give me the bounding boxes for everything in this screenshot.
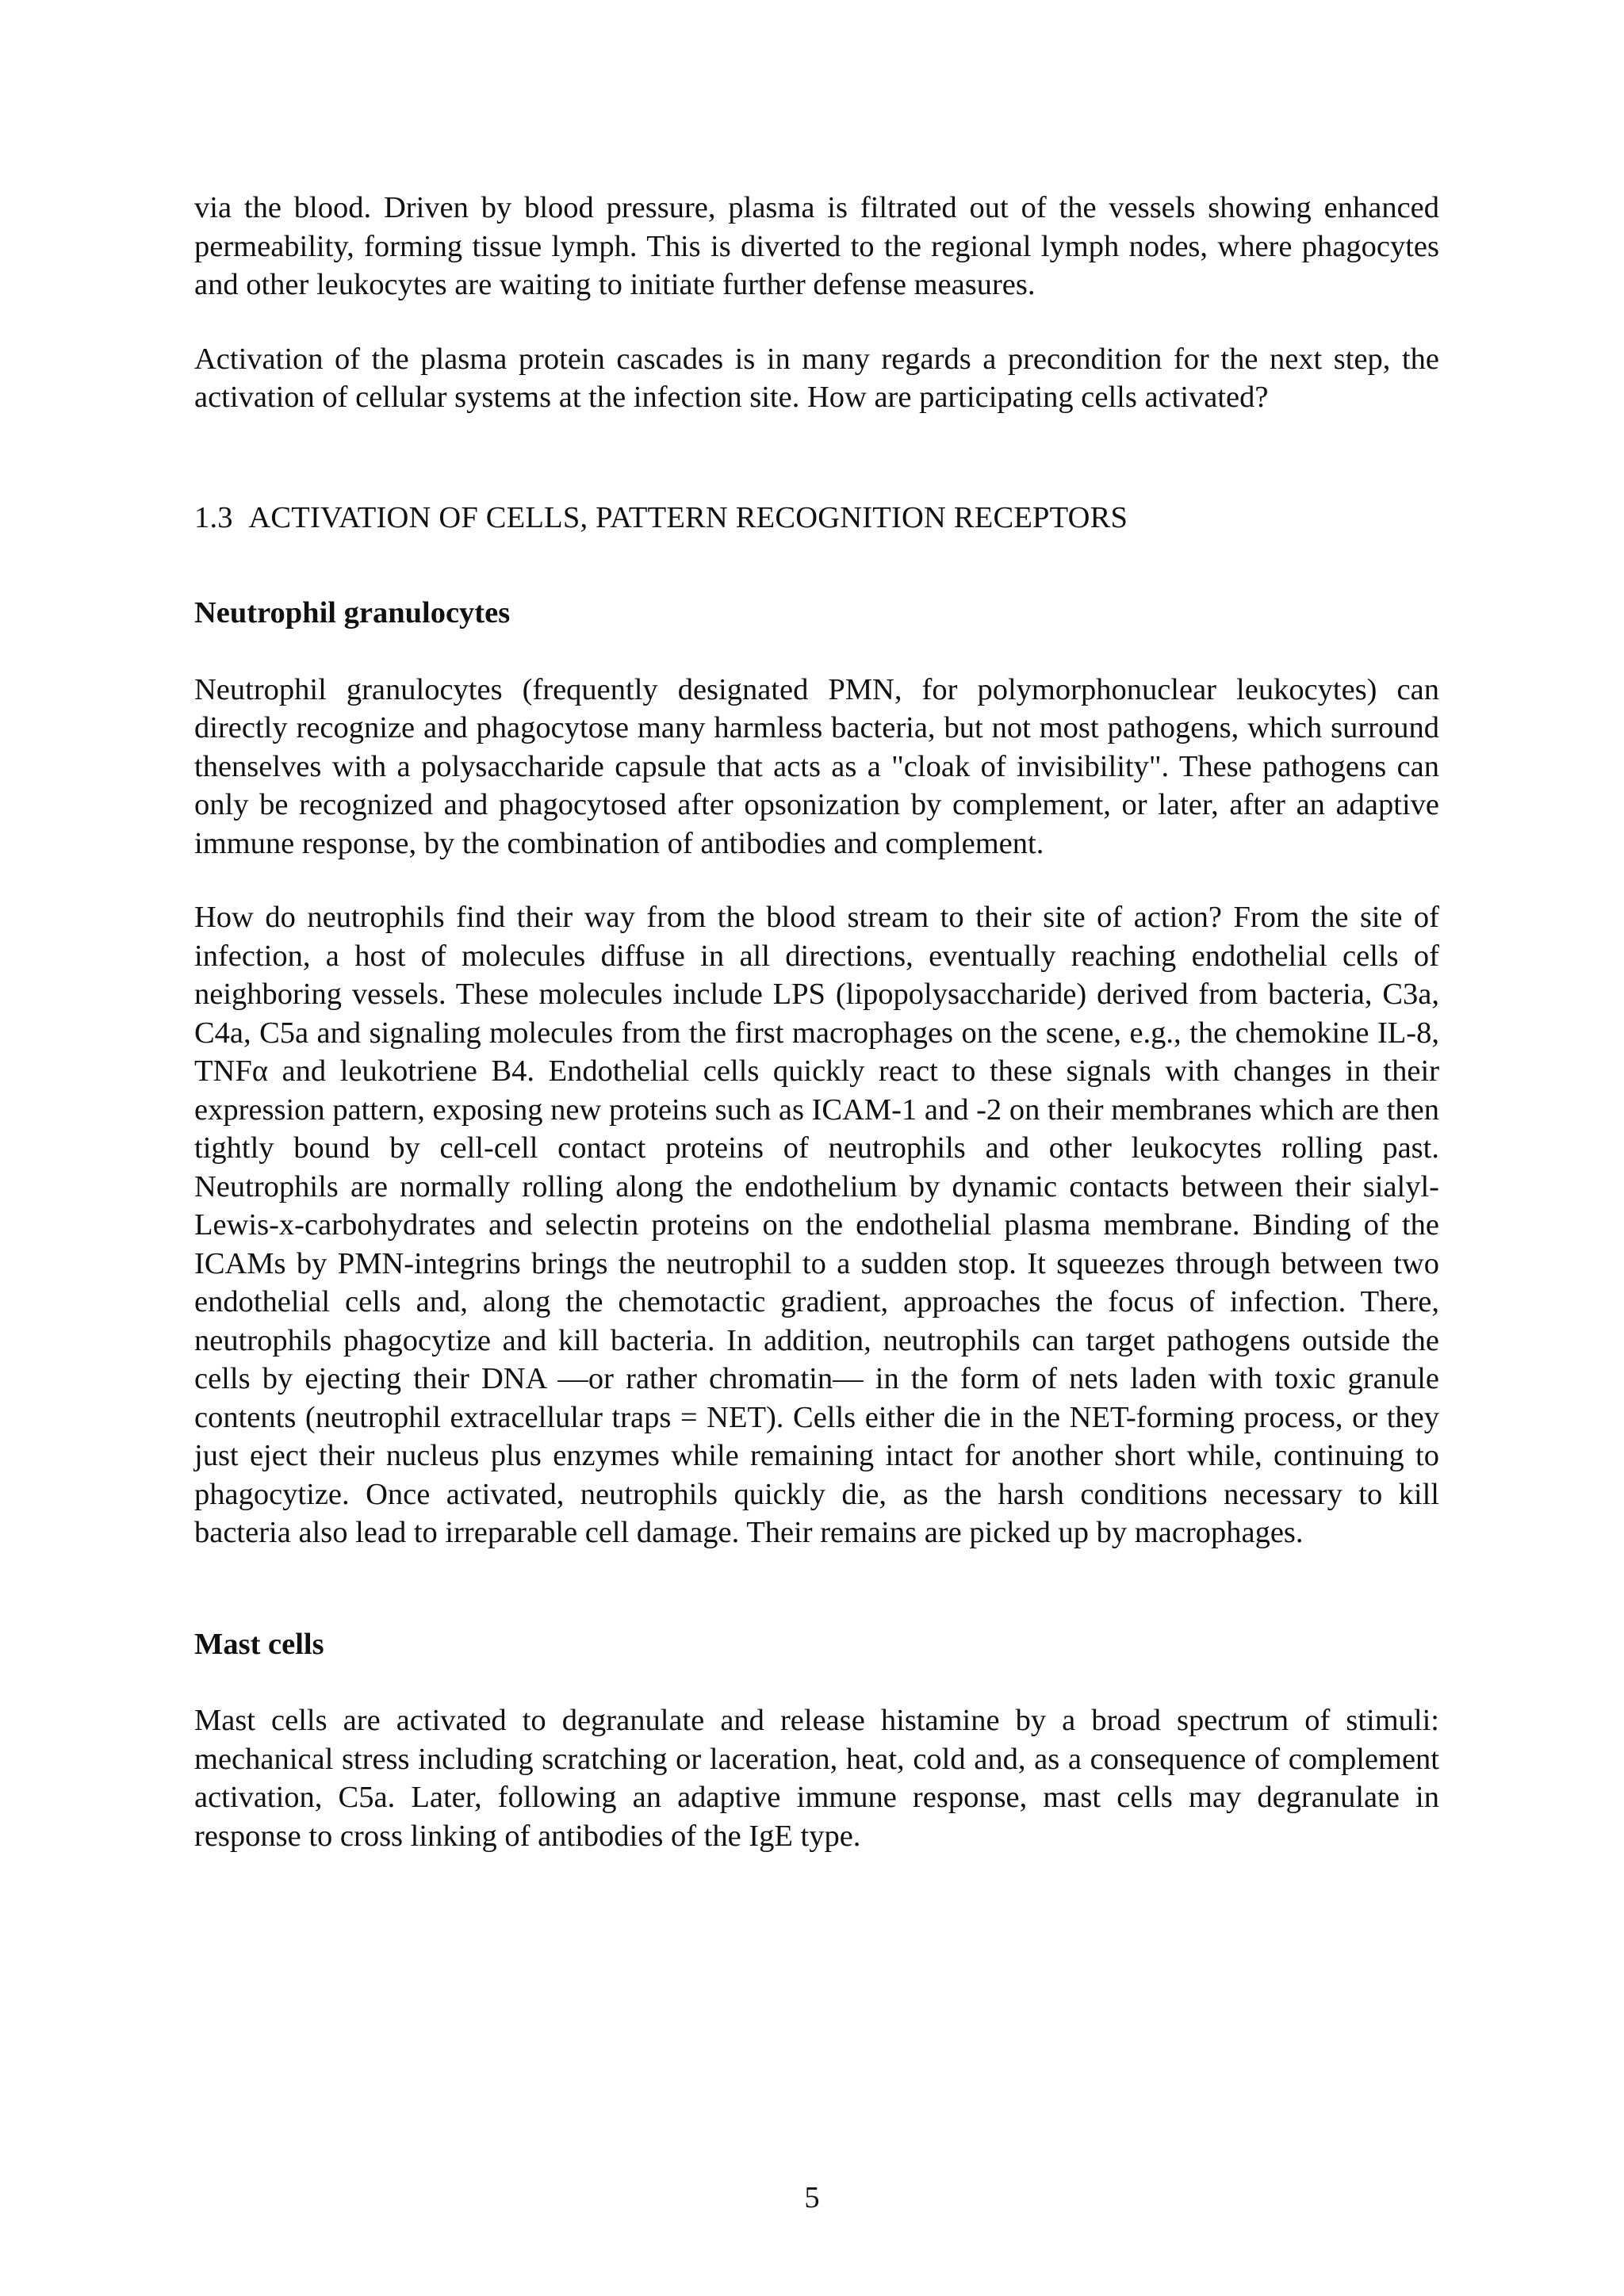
page-number: 5 bbox=[804, 2181, 820, 2214]
neutrophil-paragraph-2: How do neutrophils find their way from the blood stream to their site of action? From the site of infection, a host of molecules diffuse in all directions, eventually reaching endothelial cells of neighboring vessels. These molecules include LPS (lipopolysaccharide) derived from bacteria, C3a, C4a, C5a and signaling molecules from the first macrophages on the scene, e.g., the chemokine IL-8, TNFα and leukotriene B4. Endothelial cells quickly react to these signals with changes in their expression pattern, exposing new proteins such as ICAM-1 and -2 on their membranes which are then tightly bound by cell-cell contact proteins of neutrophils and other leukocytes rolling past. Neutrophils are normally rolling along the endothelium by dynamic contacts between their sialyl-Lewis-x-carbohydrates and selectin proteins on the endothelial plasma membrane. Binding of the ICAMs by PMN-integrins brings the neutrophil to a sudden stop. It squeezes through between two endothelial cells and, along the chemotactic gradient, approaches the focus of infection. There, neutrophils phagocytize and kill bacteria. In addition, neutrophils can target pathogens outside the cells by ejecting their DNA —or rather chromatin— in the form of nets laden with toxic granule contents (neutrophil extracellular traps = NET). Cells either die in the NET-forming process, or they just eject their nucleus plus enzymes while remaining intact for another short while, continuing to phagocytize. Once activated, neutrophils quickly die, as the harsh conditions necessary to kill bacteria also lead to irreparable cell damage. Their remains are picked up by macrophages. bbox=[194, 901, 1439, 1549]
mast-cells-paragraph: Mast cells are activated to degranulate and release histamine by a broad spectrum of stimuli: mechanical stress including scratching or laceration, heat, cold and, as a consequence of complement activation, C5a. Later, following an adaptive immune response, mast cells may degranulate in response to cross linking of antibodies of the IgE type. bbox=[194, 1704, 1439, 1853]
section-number: 1.3 bbox=[194, 500, 233, 534]
neutrophil-heading: Neutrophil granulocytes bbox=[194, 596, 511, 629]
page-body bbox=[194, 189, 1439, 1855]
intro-paragraph-1: via the blood. Driven by blood pressure, plasma is filtrated out of the vessels showing enhanced permeability, forming tissue lymph. This is diverted to the regional lymph nodes, where phagocytes and other leukocytes are waiting to initiate further defense measures. bbox=[194, 191, 1439, 301]
section-title: ACTIVATION OF CELLS, PATTERN RECOGNITION RECEPTORS bbox=[248, 500, 1128, 534]
neutrophil-paragraph-1: Neutrophil granulocytes (frequently designated PMN, for polymorphonuclear leukocytes) can directly recognize and phagocytose many harmless bacteria, but not most pathogens, which surround thenselves with a polysaccharide capsule that acts as a "cloak of invisibility". These pathogens can only be recognized and phagocytosed after opsonization by complement, or later, after an adaptive immune response, by the combination of antibodies and complement. bbox=[194, 672, 1439, 860]
intro-paragraph-2: Activation of the plasma protein cascades is in many regards a precondition for the next step, the activation of cellular systems at the infection site. How are participating cells activated? bbox=[194, 342, 1439, 414]
section-heading bbox=[194, 499, 1439, 538]
mast-cells-heading: Mast cells bbox=[194, 1627, 324, 1661]
